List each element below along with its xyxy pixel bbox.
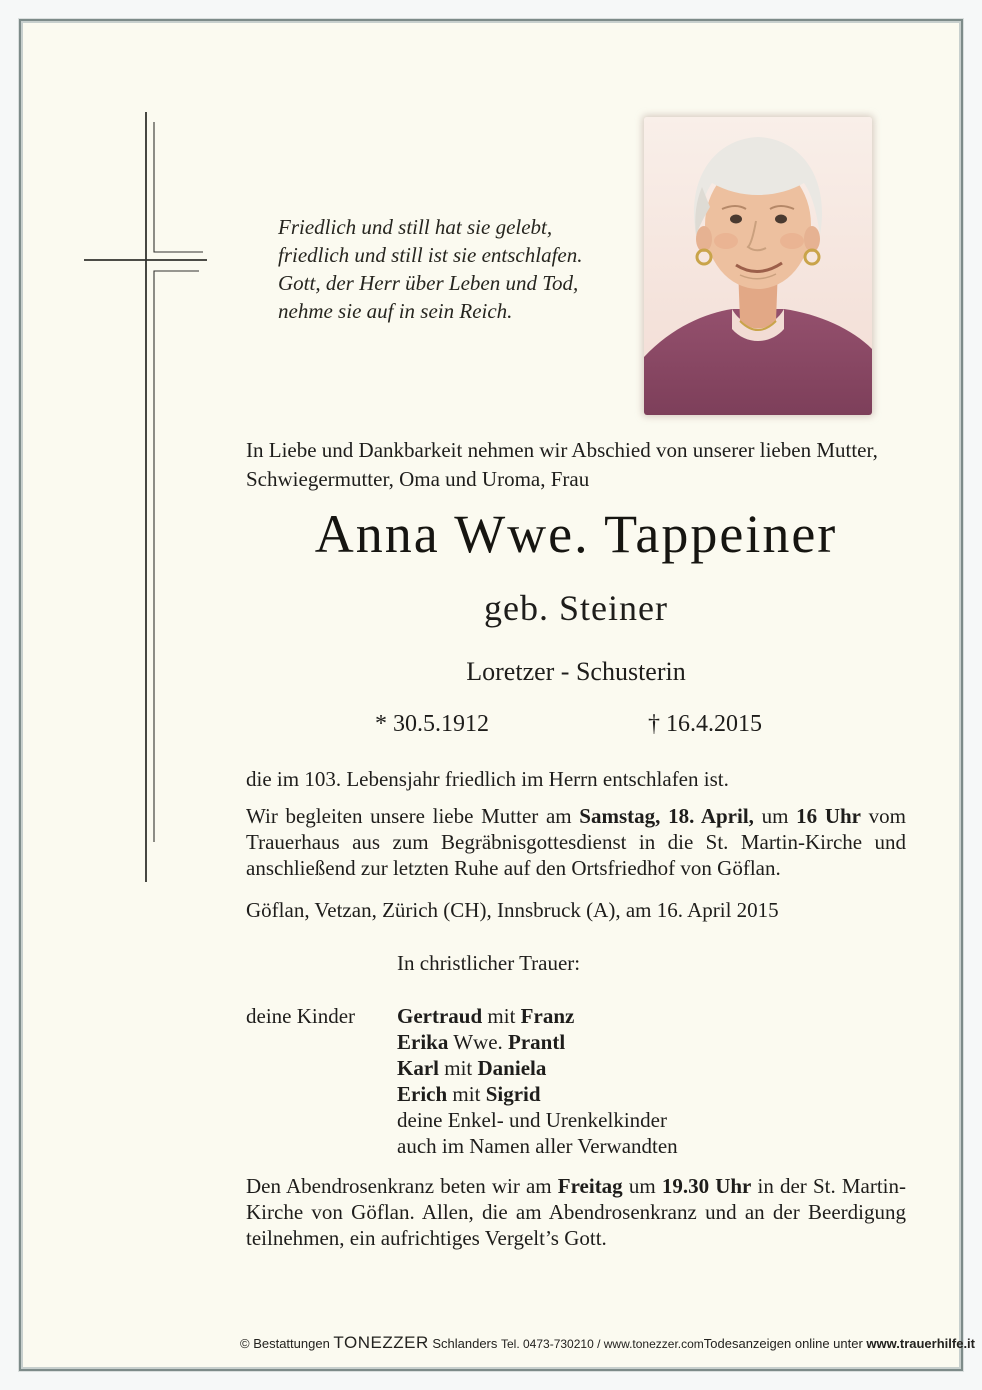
verse-line: nehme sie auf in sein Reich.	[278, 299, 513, 323]
verse-line: friedlich und still ist sie entschlafen.	[278, 243, 583, 267]
mourner-line: Gertraud mit Franz	[397, 1004, 575, 1028]
undertaker-info: © Bestattungen TONEZZER Schlanders Tel. 0473-730210 / www.tonezzer.com	[240, 1333, 704, 1352]
birth-date: * 30.5.1912	[375, 711, 489, 737]
mourners-label: deine Kinder	[246, 1004, 356, 1028]
text-column	[246, 21, 906, 1369]
mourner-line: deine Enkel- und Urenkelkinder	[397, 1108, 667, 1132]
mourners-list	[397, 1003, 906, 1159]
memorial-card-page	[19, 19, 975, 1371]
death-date: † 16.4.2015	[648, 711, 762, 737]
funeral-announcement: Wir begleiten unsere liebe Mutter am Samstag, 18. April, um 16 Uhr vom Trauerhaus aus zum Begräbnisgottesdienst in die St. Martin-Kirche und anschließend zur letzten Ruhe auf den Ortsfriedhof von Göflan.	[246, 804, 907, 880]
mourner-line: Erika Wwe. Prantl	[397, 1030, 566, 1054]
mourning-header: In christlicher Trauer:	[397, 951, 581, 975]
mourner-line: Karl mit Daniela	[397, 1056, 547, 1080]
undertaker-footer	[240, 1333, 975, 1353]
places-date-line: Göflan, Vetzan, Zürich (CH), Innsbruck (A), am 16. April 2015	[246, 898, 779, 922]
life-dates	[246, 711, 906, 741]
online-notice-info: Todesanzeigen online unter www.trauerhilfe.it	[703, 1336, 975, 1351]
intro-text: In Liebe und Dankbarkeit nehmen wir Abschied von unserer lieben Mutter, Schwiegermutter, Oma und Uroma, Frau	[246, 438, 878, 491]
mourners-block	[246, 1003, 906, 1159]
death-note: die im 103. Lebensjahr friedlich im Herrn entschlafen ist.	[246, 767, 729, 791]
mourner-line: Erich mit Sigrid	[397, 1082, 541, 1106]
rosary-announcement: Den Abendrosenkranz beten wir am Freitag um 19.30 Uhr in der St. Martin-Kirche von Göflan. Allen, die am Abendrosenkranz und an der Beerdigung teilnehmen, ein aufrichtiges Vergelt’s Gott.	[246, 1174, 906, 1250]
mourner-line: auch im Namen aller Verwandten	[397, 1134, 678, 1158]
house-name: Loretzer - Schusterin	[466, 657, 686, 686]
verse-line: Friedlich und still hat sie gelebt,	[278, 215, 553, 239]
deceased-name: Anna Wwe. Tappeiner	[314, 504, 838, 564]
verse-line: Gott, der Herr über Leben und Tod,	[278, 271, 579, 295]
birth-name: geb. Steiner	[484, 588, 668, 628]
